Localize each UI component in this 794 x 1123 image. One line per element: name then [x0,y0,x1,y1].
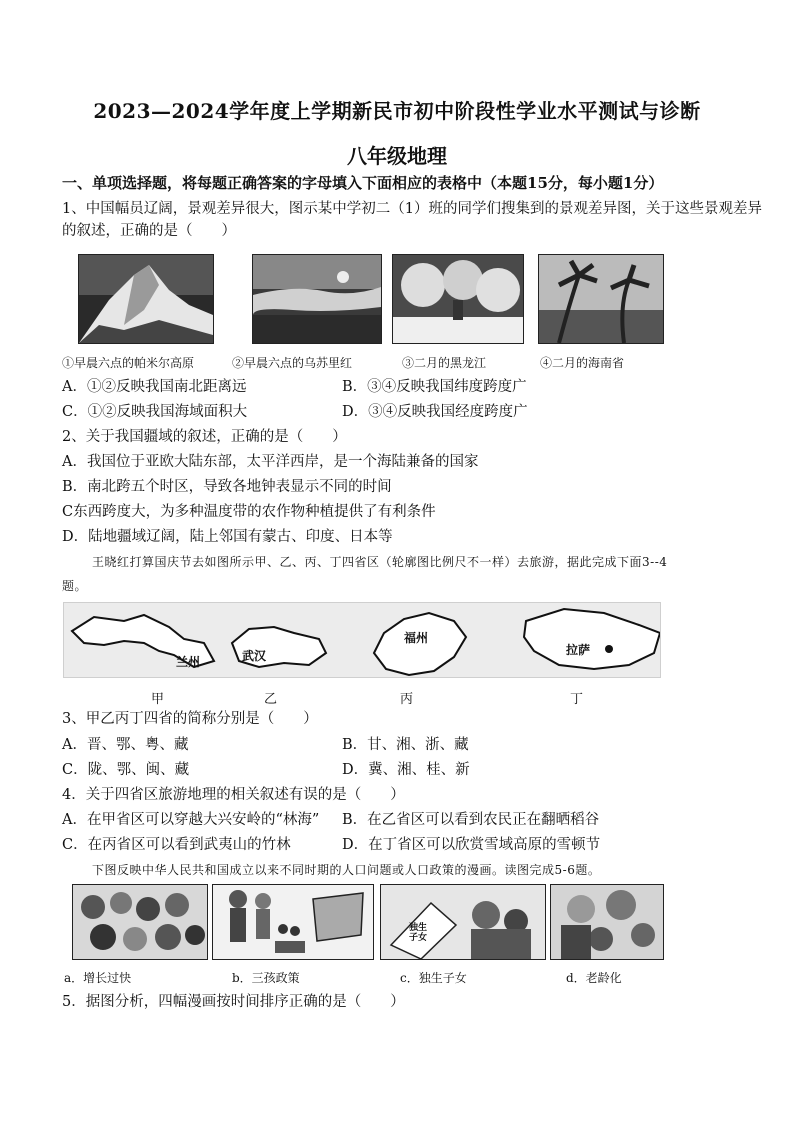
map-label-wuhan: 武汉 [242,649,267,663]
caption-2: ②早晨六点的乌苏里红 [232,356,353,370]
q2-option-a: A．我国位于亚欧大陆东部，太平洋西岸，是一个海陆兼备的国家 [62,454,479,470]
map-letter-jia: 甲 [151,692,165,707]
one-child-sign: 独生子女 [409,923,428,943]
wusuli-river-photo [252,254,382,344]
q4-option-b: B．在乙省区可以看到农民正在翻晒稻谷 [342,812,600,828]
map-letter-ding: 丁 [570,692,584,707]
q1-stem-line2: 的叙述，正确的是（ ） [62,223,236,239]
section-heading: 一、单项选择题，将每题正确答案的字母填入下面相应的表格中（本题15分，每小题1分） [62,174,664,192]
map-label-lasa: 拉萨 [566,643,591,657]
cartoon-label-d: d．老龄化 [566,971,622,985]
q1-option-d: D．③④反映我国经度跨度广 [342,404,528,420]
map-letter-yi: 乙 [264,692,278,707]
q2-stem: 2、关于我国疆域的叙述，正确的是（ ） [62,429,347,445]
q3-stem: 3、甲乙丙丁四省的简称分别是（ ） [62,711,318,727]
q5-stem: 5．据图分析，四幅漫画按时间排序正确的是（ ） [62,994,405,1010]
cartoon-b-family [212,884,374,960]
intro-q3-4-line1: 王晓红打算国庆节去如图所示甲、乙、丙、丁四省区（轮廓图比例尺不一样）去旅游，据此完成下面3--4 [92,555,668,569]
intro-q3-4-line2: 题。 [62,579,88,593]
q4-stem: 4．关于四省区旅游地理的相关叙述有误的是（ ） [62,787,405,803]
cartoon-c-one-child [380,884,546,960]
q3-option-a: A．晋、鄂、粤、藏 [62,737,189,753]
q1-option-c: C．①②反映我国海域面积大 [62,404,248,420]
exam-subtitle: 八年级地理 [347,144,447,168]
map-label-lanzhou: 兰州 [176,655,201,669]
pamir-plateau-photo [78,254,214,344]
caption-4: ④二月的海南省 [540,356,625,370]
intro-q5-6: 下图反映中华人民共和国成立以来不同时期的人口问题或人口政策的漫画。读图完成5-6题。 [92,863,601,877]
q4-option-c: C．在丙省区可以看到武夷山的竹林 [62,837,291,853]
cartoon-label-b: b．三孩政策 [232,971,300,985]
hainan-palm-photo [538,254,664,344]
q1-option-a: A．①②反映我国南北距离远 [62,379,247,395]
heilongjiang-snow-photo [392,254,524,344]
q2-option-d: D．陆地疆域辽阔，陆上邻国有蒙古、印度、日本等 [62,529,393,545]
q4-option-d: D．在丁省区可以欣赏雪域高原的雪顿节 [342,837,601,853]
exam-title: 2023—2024学年度上学期新民市初中阶段性学业水平测试与诊断 [93,99,701,123]
cartoon-label-a: a．增长过快 [64,971,132,985]
q1-option-b: B．③④反映我国纬度跨度广 [342,379,527,395]
q2-option-b: B．南北跨五个时区，导致各地钟表显示不同的时间 [62,479,392,495]
caption-1: ①早晨六点的帕米尔高原 [62,356,195,370]
q3-option-d: D．冀、湘、桂、新 [342,762,470,778]
q2-option-c: C东西跨度大，为多种温度带的农作物种植提供了有利条件 [62,504,436,520]
province-outline-maps [63,602,661,678]
map-label-fuzhou: 福州 [404,631,429,645]
caption-3: ③二月的黑龙江 [402,356,487,370]
q4-option-a: A．在甲省区可以穿越大兴安岭的“林海” [62,812,320,828]
cartoon-d-aging [550,884,664,960]
q1-stem-line1: 1、中国幅员辽阔，景观差异很大，图示某中学初二（1）班的同学们搜集到的景观差异图，关于这些景观差异 [62,201,762,217]
q3-option-c: C．陇、鄂、闽、藏 [62,762,190,778]
map-letter-bing: 丙 [400,692,414,707]
q3-option-b: B．甘、湘、浙、藏 [342,737,469,753]
cartoon-label-c: c．独生子女 [400,971,467,985]
cartoon-a-crowd [72,884,208,960]
